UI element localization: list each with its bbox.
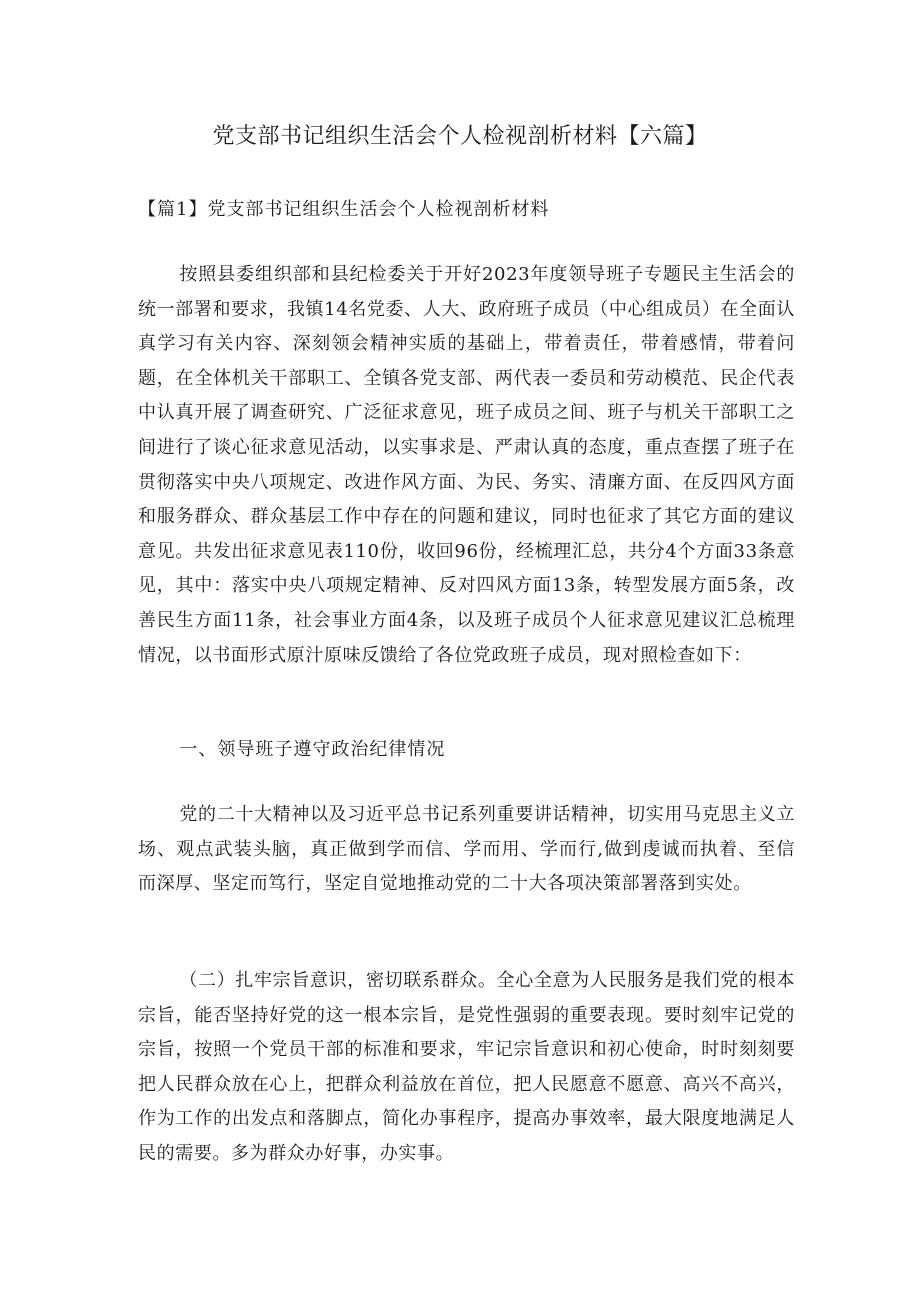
subheading-political-discipline: 一、领导班子遵守政治纪律情况 [179, 739, 446, 760]
paragraph-purpose-awareness: （二）扎牢宗旨意识，密切联系群众。全心全意为人民服务是我们党的根本宗旨，能否坚持好党的这一根本宗旨，是党性强弱的重要表现。要时刻牢记党的宗旨，按照一个党员干部的标准和要求，牢记宗旨意识和初心使命，时时刻刻要把人民群众放在心上，把群众利益放在首位，把人民愿意不愿意、高兴不高兴，作为工作的出发点和落脚点，简化办事程序，提高办事效率，最大限度地满足人民的需要。多为群众办好事，办实事。 [138, 970, 795, 1164]
section-header: 【篇1】党支部书记组织生活会个人检视剖析材料 [138, 199, 550, 220]
paragraph-party-spirit: 党的二十大精神以及习近平总书记系列重要讲话精神，切实用马克思主义立场、观点武装头脑，真正做到学而信、学而用、学而行,做到虔诚而执着、至信而深厚、坚定而笃行，坚定自觉地推动党的二十大各项决策部署落到实处。 [138, 804, 795, 895]
paragraph-intro: 按照县委组织部和县纪检委关于开好2023年度领导班子专题民主生活会的统一部署和要求，我镇14名党委、人大、政府班子成员（中心组成员）在全面认真学习有关内容、深刻领会精神实质的基础上，带着责任，带着感情，带着问题，在全体机关干部职工、全镇各党支部、两代表一委员和劳动模范、民企代表中认真开展了调查研究、广泛征求意见，班子成员之间、班子与机关干部职工之间进行了谈心征求意见活动，以实事求是、严肃认真的态度，重点查摆了班子在贯彻落实中央八项规定、改进作风方面、为民、务实、清廉方面、在反四风方面和服务群众、群众基层工作中存在的问题和建议，同时也征求了其它方面的建议意见。共发出征求意见表110份，收回96份，经梳理汇总，共分4个方面33条意见，其中：落实中央八项规定精神、反对四风方面13条，转型发展方面5条，改善民生方面11条，社会事业方面4条，以及班子成员个人征求意见建议汇总梳理情况，以书面形式原汁原味反馈给了各位党政班子成员，现对照检查如下： [138, 264, 795, 666]
document-title: 党支部书记组织生活会个人检视剖析材料【六篇】 [212, 124, 708, 149]
